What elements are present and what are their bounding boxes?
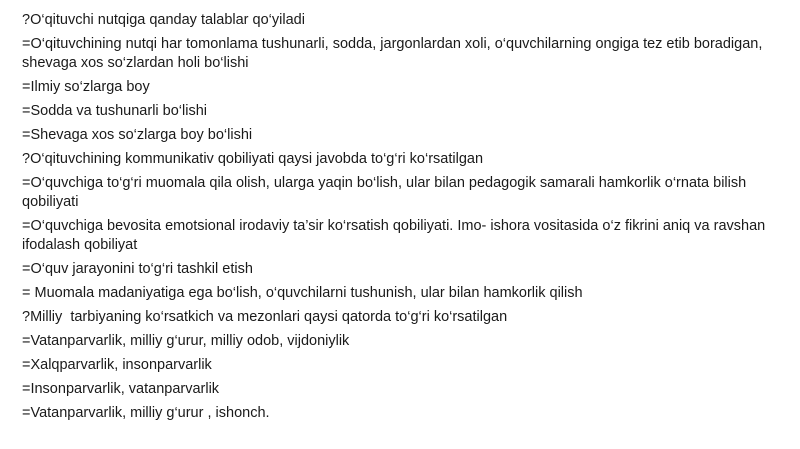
answer-line: =Ilmiy so‘zlarga boy [22, 79, 150, 95]
question-line: ?Milliy tarbiyaning ko‘rsatkich va mezonlari qaysi qatorda to‘g‘ri ko‘rsatilgan [22, 309, 508, 325]
answer-line: =Xalqparvarlik, insonparvarlik [22, 357, 212, 373]
answer-line: =Vatanparvarlik, milliy g‘urur, milliy odob, vijdoniylik [22, 333, 350, 349]
answer-line: =O‘quv jarayonini to‘g‘ri tashkil etish [22, 261, 253, 277]
answer-line: =O‘quvchiga to‘g‘ri muomala qila olish, ularga yaqin bo‘lish, ular bilan pedagogik samarali hamkorlik o‘rnata bilish qobiliyati [22, 175, 751, 210]
answer-line: =Insonparvarlik, vatanparvarlik [22, 381, 220, 397]
answer-line: =Sodda va tushunarli bo‘lishi [22, 103, 207, 119]
document-body [22, 11, 782, 428]
answer-line: =O‘qituvchining nutqi har tomonlama tushunarli, sodda, jargonlardan xoli, o‘quvchilarning ongiga tez etib boradigan, shevaga xos so‘zlardan holi bo‘lishi [22, 36, 767, 71]
answer-line: =Vatanparvarlik, milliy g‘urur , ishonch. [22, 405, 270, 421]
answer-line: = Muomala madaniyatiga ega bo‘lish, o‘quvchilarni tushunish, ular bilan hamkorlik qilish [22, 285, 583, 301]
question-line: ?O‘qituvchining kommunikativ qobiliyati qaysi javobda to‘g‘ri ko‘rsatilgan [22, 151, 484, 167]
question-line: ?O‘qituvchi nutqiga qanday talablar qo‘yiladi [22, 12, 305, 28]
answer-line: =Shevaga xos so‘zlarga boy bo‘lishi [22, 127, 253, 143]
answer-line: =O‘quvchiga bevosita emotsional irodaviy ta’sir ko‘rsatish qobiliyati. Imo- ishora vositasida o‘z fikrini aniq va ravshan ifodalash qobiliyat [22, 218, 770, 253]
